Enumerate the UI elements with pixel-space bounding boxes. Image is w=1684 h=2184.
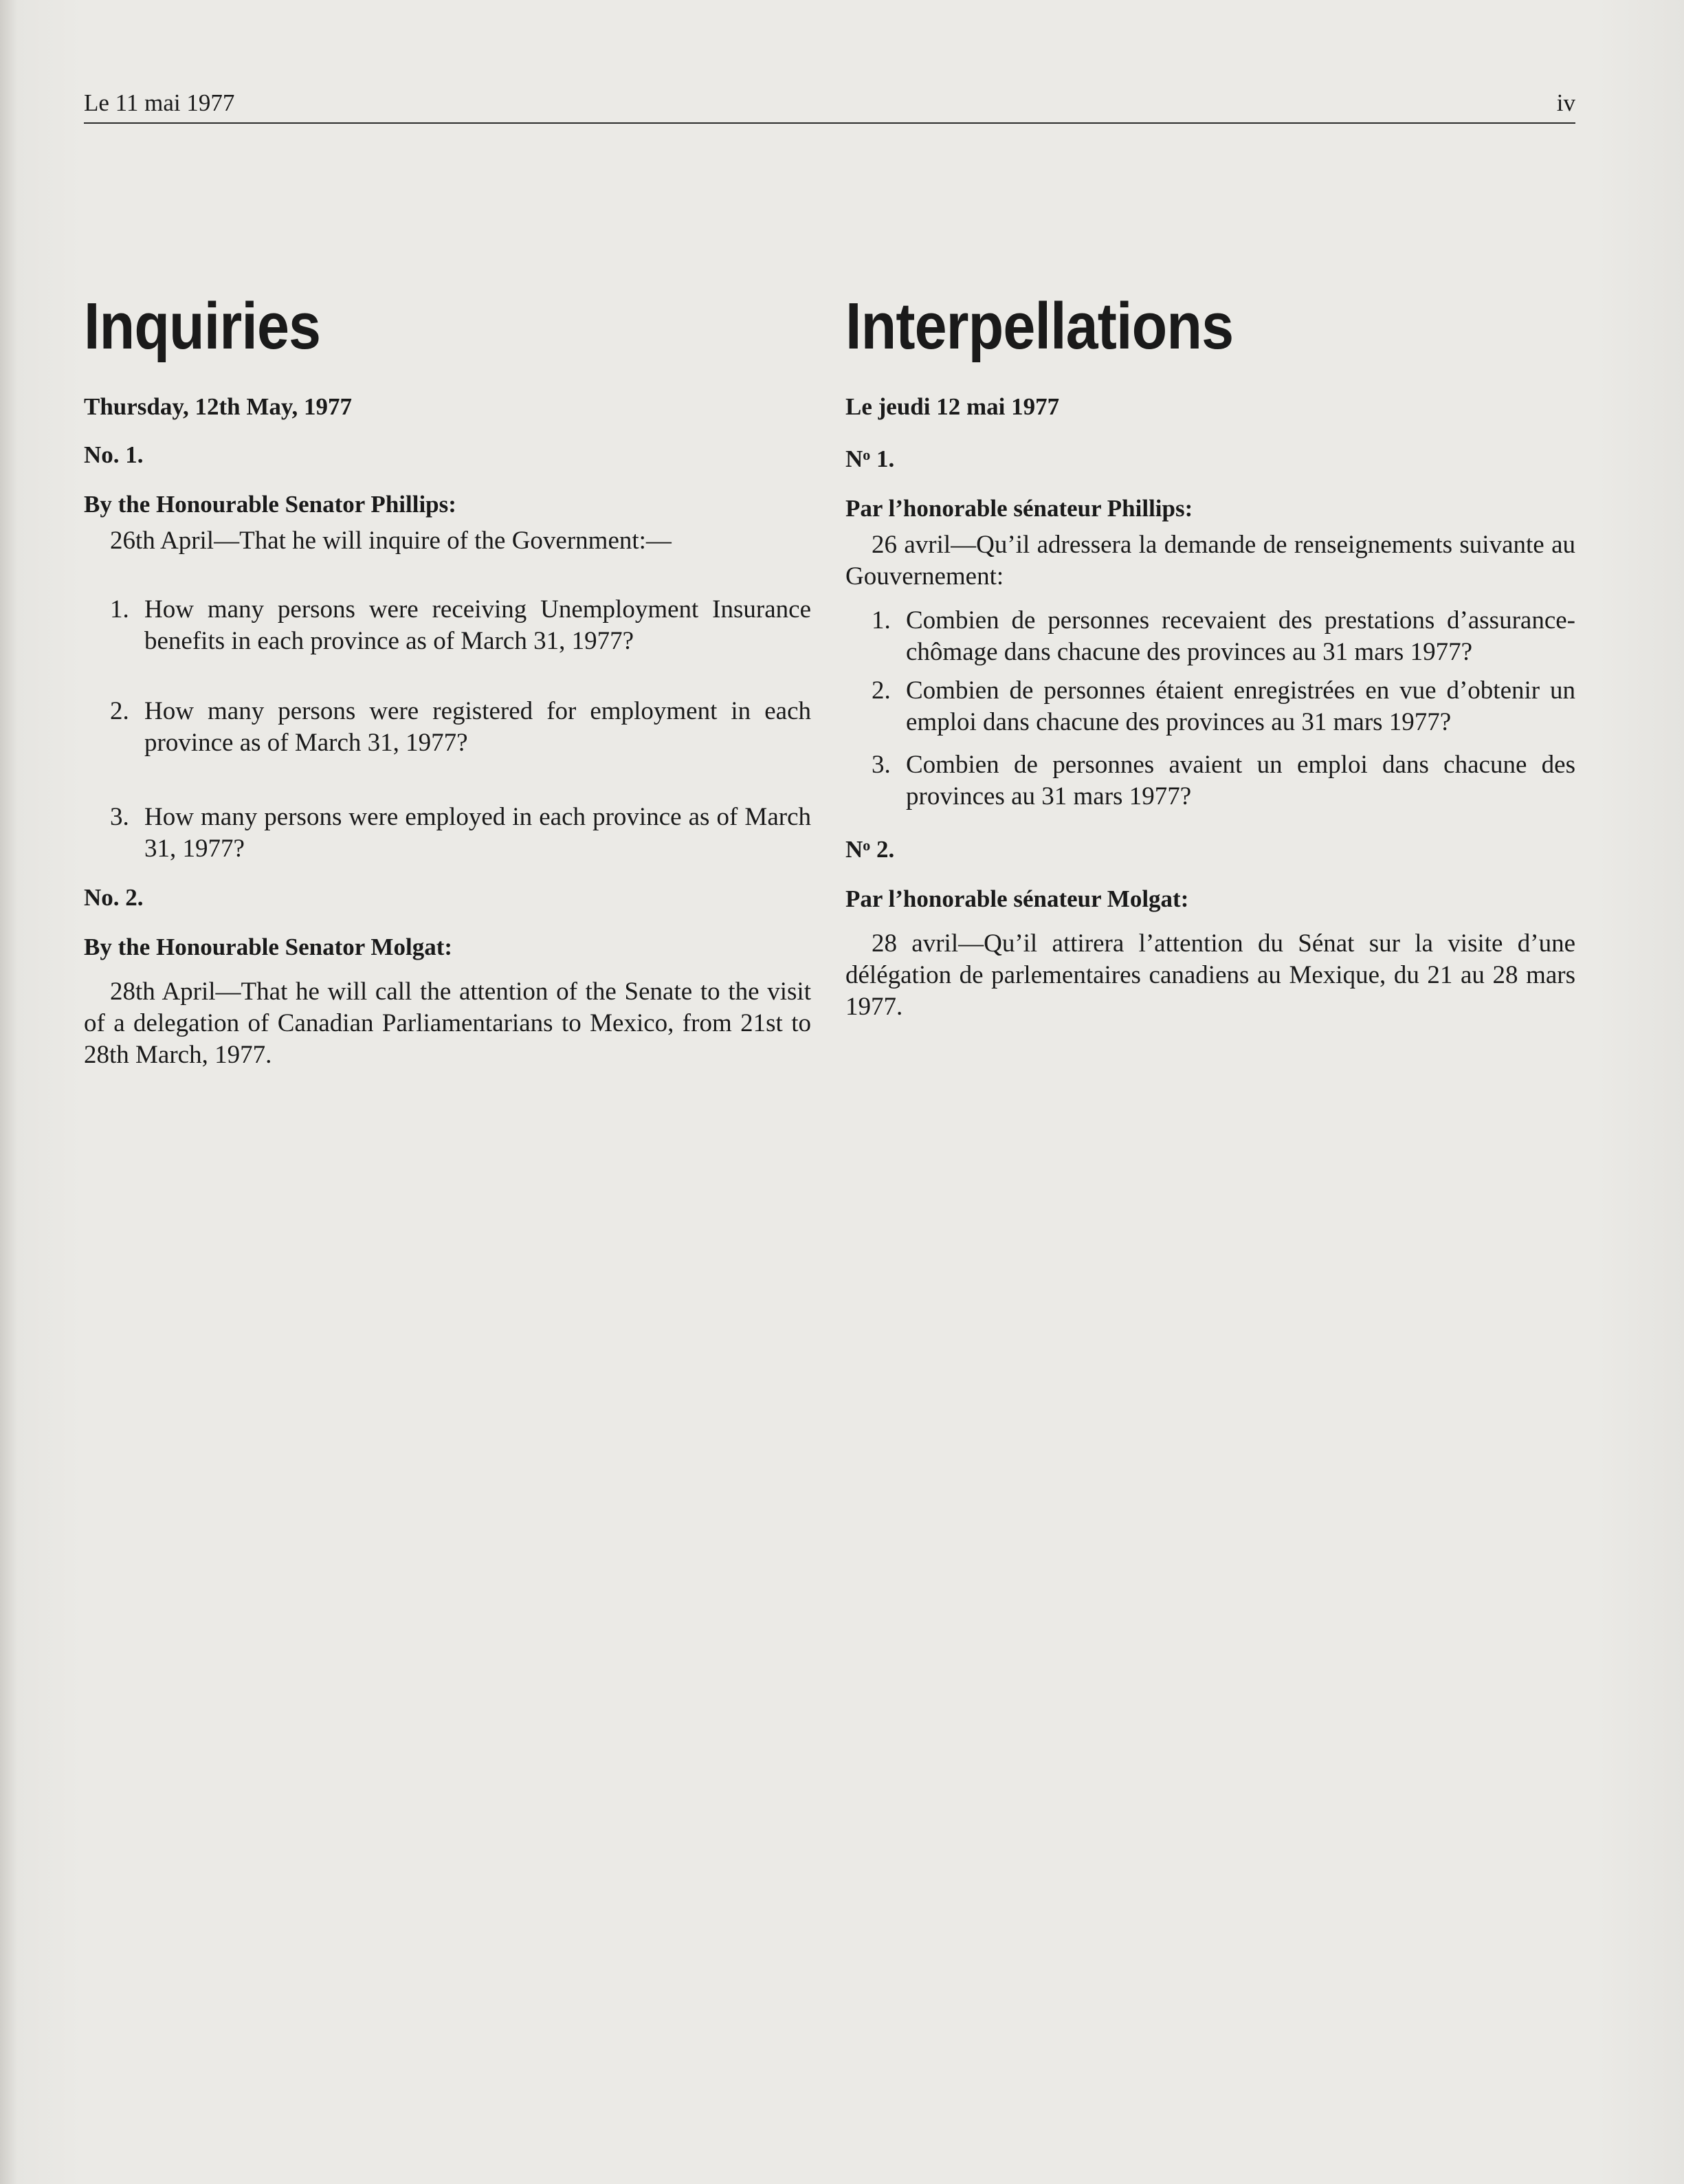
- french-inquiry1-intro: 26 avril—Qu’il adressera la demande de renseignements suivante au Gouvernement:: [845, 531, 1575, 591]
- number-prefix: N: [845, 445, 863, 472]
- question-number: 1.: [110, 595, 129, 624]
- question-text: How many persons were receiving Unemployment Insurance benefits in each province as of March 31, 1977?: [144, 595, 811, 655]
- english-question-1: [84, 594, 811, 657]
- english-column: [84, 289, 811, 1071]
- english-inquiry1-by: By the Honourable Senator Phillips:: [84, 491, 456, 518]
- question-text: How many persons were registered for employment in each province as of March 31, 1977?: [144, 697, 811, 757]
- question-number: 3.: [110, 803, 129, 831]
- english-inquiry1-intro: 26th April—That he will inquire of the Government:—: [110, 527, 672, 555]
- english-inquiry2-text: 28th April—That he will call the attention of the Senate to the visit of a delegation of Canadian Parliamentarians to Mexico, from 21st to 28th March, 1977.: [84, 978, 811, 1069]
- english-inquiry2-by: By the Honourable Senator Molgat:: [84, 934, 453, 960]
- english-inquiry2-number: No. 2.: [84, 884, 144, 911]
- french-question-list: [845, 605, 1575, 813]
- english-title: Inquiries: [84, 289, 321, 363]
- english-date: Thursday, 12th May, 1977: [84, 393, 352, 420]
- page-number: iv: [1556, 89, 1575, 116]
- question-number: 2.: [110, 697, 129, 725]
- number-superscript: o: [863, 446, 871, 463]
- english-question-2: [84, 696, 811, 759]
- french-question-2: [845, 675, 1575, 738]
- english-question-3: [84, 802, 811, 865]
- french-question-3: [845, 749, 1575, 813]
- question-number: 2.: [872, 676, 891, 705]
- french-inquiry2-by: Par l’honorable sénateur Molgat:: [845, 885, 1189, 912]
- french-inquiry1-by: Par l’honorable sénateur Phillips:: [845, 495, 1193, 522]
- number-prefix: N: [845, 836, 863, 863]
- english-question-list: [84, 594, 811, 865]
- question-text: Combien de personnes recevaient des prestations d’assurance-chômage dans chacune des provinces au 31 mars 1977?: [906, 606, 1575, 666]
- english-inquiry1-number: No. 1.: [84, 441, 144, 468]
- question-number: 3.: [872, 751, 891, 779]
- question-text: How many persons were employed in each province as of March 31, 1977?: [144, 803, 811, 863]
- french-column: [845, 289, 1575, 1023]
- question-text: Combien de personnes avaient un emploi dans chacune des provinces au 31 mars 1977?: [906, 751, 1575, 810]
- french-question-1: [845, 605, 1575, 668]
- header-date: Le 11 mai 1977: [84, 89, 235, 116]
- french-title: Interpellations: [845, 289, 1234, 363]
- question-text: Combien de personnes étaient enregistrées en vue d’obtenir un emploi dans chacune des provinces au 31 mars 1977?: [906, 676, 1575, 736]
- french-inquiry2-text: 28 avril—Qu’il attirera l’attention du Sénat sur la visite d’une délégation de parlementaires canadiens au Mexique, du 21 au 28 mars 1977.: [845, 929, 1575, 1021]
- number-suffix: 1.: [870, 445, 895, 472]
- running-header: [84, 88, 1575, 124]
- french-date: Le jeudi 12 mai 1977: [845, 393, 1060, 420]
- french-inquiry2-number: [845, 830, 1575, 865]
- number-superscript: o: [863, 837, 871, 854]
- question-number: 1.: [872, 606, 891, 635]
- french-inquiry1-number: [845, 440, 1575, 474]
- number-suffix: 2.: [870, 836, 895, 863]
